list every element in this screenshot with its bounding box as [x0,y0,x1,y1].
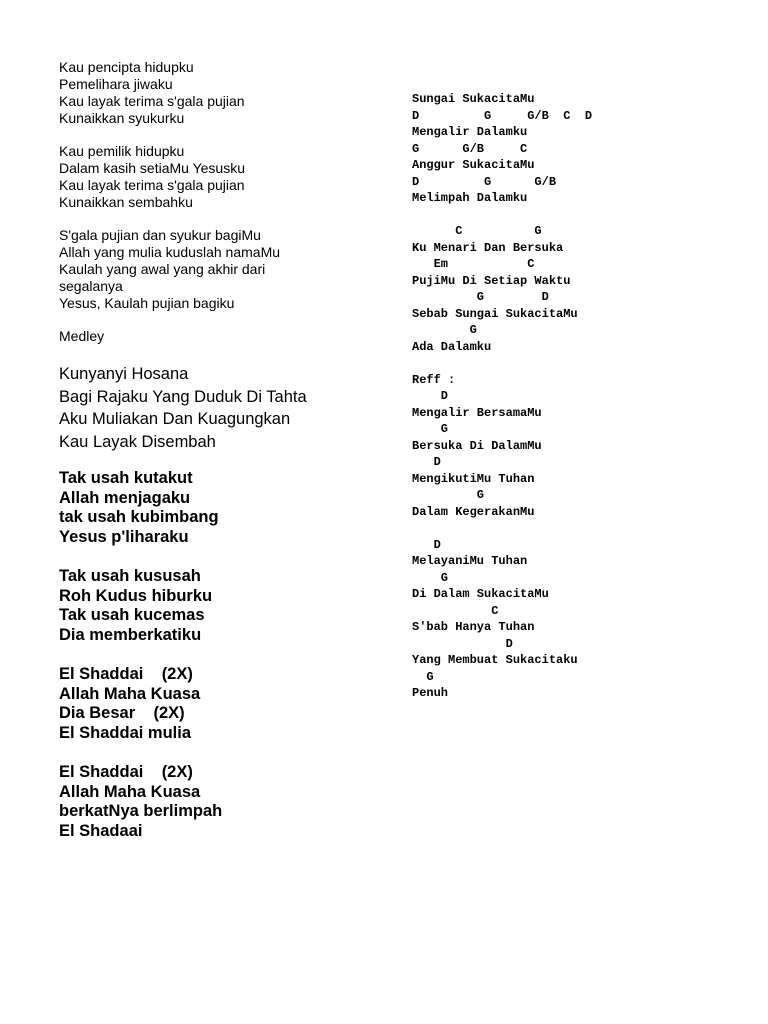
chord-line: G D [412,290,549,304]
lyric-line: El Shaddai (2X) [59,665,193,683]
lyric-line: Kunaikkan syukurku [59,110,185,126]
lyric-line: PujiMu Di Setiap Waktu [412,273,571,288]
reff-label: Reff : [412,372,456,387]
lyric-line: Mengalir Dalamku [412,125,528,139]
chord-line: G [412,570,449,585]
blank-line [412,207,752,224]
medley-label: Medley [59,328,105,344]
lyric-line: Di Dalam SukacitaMu [412,587,549,601]
chord-sheet-right-column [412,91,752,702]
lyric-line: segalanya [59,278,123,294]
lyric-line: Tak usah kutakut [59,469,193,487]
lyric-line: Kau layak terima s'gala pujian [59,93,245,109]
chord-line: G [412,488,485,502]
lyric-line: MengikutiMu Tuhan [412,471,535,486]
chord-line: G [412,422,449,436]
lyric-line: Yesus, Kaulah pujian bagiku [59,295,235,311]
lyric-line: Dia Besar (2X) [59,704,185,722]
lyric-line: Yesus p'liharaku [59,527,189,546]
lyric-line: Kau pemilik hidupku [59,143,185,159]
stanza-el-shaddai-1 [59,665,389,743]
chord-line: G G/B C [412,141,528,156]
stanza-el-shaddai-2 [59,763,389,841]
lyric-line: Bersuka Di DalamMu [412,438,542,453]
lyric-line: Pemelihara jiwaku [59,76,173,92]
chord-line: Em C [412,257,535,271]
lyric-line: El Shaddai mulia [59,723,192,742]
lyric-line: Kunaikkan sembahku [59,194,193,210]
lyric-line: Ku Menari Dan Bersuka [412,240,564,255]
lyric-line: Allah Maha Kuasa [59,782,201,801]
lyrics-left-column [59,59,389,861]
chord-line: C G [412,224,542,238]
blank-line [412,355,752,372]
blank-line [412,520,752,537]
chord-line: D [412,455,441,469]
chord-line: C [412,603,499,618]
chord-line: D G G/B C D [412,108,593,123]
lyric-line: Kau Layak Disembah [59,432,216,451]
lyric-line: Allah yang mulia kuduslah namaMu [59,244,281,260]
lyric-line: Kaulah yang awal yang akhir dari [59,261,266,277]
lyric-line: Allah Maha Kuasa [59,684,201,703]
lyric-line: Penuh [412,686,449,700]
lyric-line: Ada Dalamku [412,339,492,354]
lyric-line: Allah menjagaku [59,488,191,507]
lyric-line: Kau layak terima s'gala pujian [59,177,245,193]
lyric-line: El Shaddai (2X) [59,763,193,781]
lyric-line: Yang Membuat Sukacitaku [412,653,578,667]
lyric-line: Tak usah kucemas [59,606,205,624]
stanza-2 [59,143,389,211]
lyric-line: Anggur SukacitaMu [412,158,535,172]
chord-line: D [412,537,441,552]
lyric-line: Sebab Sungai SukacitaMu [412,306,578,321]
chord-line: G [412,669,434,684]
lyric-line: Sungai SukacitaMu [412,92,535,106]
stanza-1 [59,59,389,127]
stanza-takut [59,469,389,547]
lyric-line: El Shadaai [59,821,143,840]
lyric-line: Bagi Rajaku Yang Duduk Di Tahta [59,387,307,406]
chord-line: D G G/B [412,174,557,189]
lyric-line: Melimpah Dalamku [412,191,528,205]
lyric-line: Dalam kasih setiaMu Yesusku [59,160,245,176]
stanza-3 [59,227,389,312]
lyric-line: Roh Kudus hiburku [59,586,213,605]
lyric-line: berkatNya berlimpah [59,802,223,820]
stanza-hosana [59,363,389,453]
lyric-line: tak usah kubimbang [59,508,219,526]
lyric-line: Dalam KegerakanMu [412,504,535,519]
lyric-line: Dia memberkatiku [59,625,202,644]
lyric-line: Kau pencipta hidupku [59,59,194,75]
lyric-line: Mengalir BersamaMu [412,405,542,420]
lyric-line: Tak usah kususah [59,567,201,585]
chord-line: D [412,389,449,403]
stanza-susah [59,567,389,645]
lyric-line: S'gala pujian dan syukur bagiMu [59,227,261,243]
lyric-line: Aku Muliakan Dan Kuagungkan [59,410,291,428]
lyric-line: Kunyanyi Hosana [59,365,189,383]
chord-line: G [412,323,477,337]
lyric-line: S'bab Hanya Tuhan [412,620,535,634]
chord-line: D [412,636,513,651]
lyric-line: MelayaniMu Tuhan [412,554,528,568]
